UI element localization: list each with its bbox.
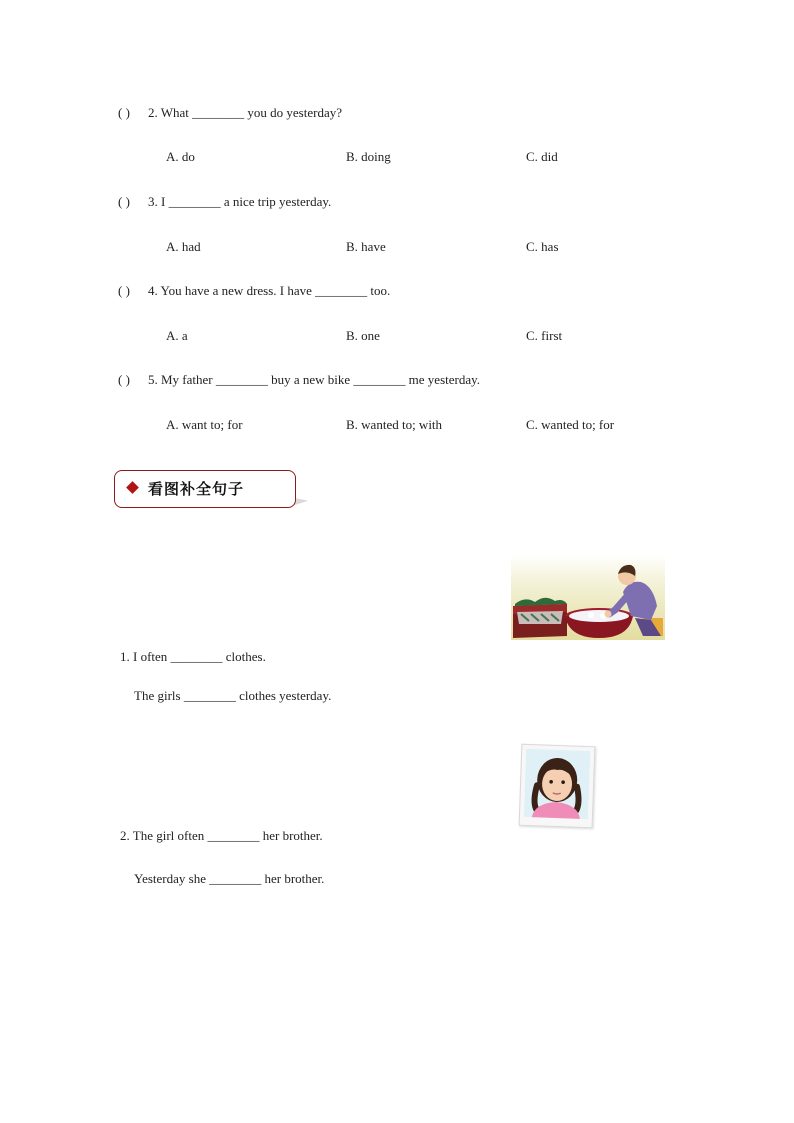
picture-item-1-line1: 1. I often ________ clothes.	[120, 649, 266, 664]
option-b[interactable]: B. have	[346, 239, 386, 254]
option-b[interactable]: B. doing	[346, 149, 391, 164]
option-c[interactable]: C. has	[526, 239, 559, 254]
option-c[interactable]: C. did	[526, 149, 558, 164]
option-a[interactable]: A. had	[166, 239, 201, 254]
question-stem: 5. My father ________ buy a new bike ________ me yesterday.	[148, 372, 481, 387]
picture-item-1-line2: The girls ________ clothes yesterday.	[134, 688, 332, 703]
section-title: 看图补全句子	[148, 480, 245, 498]
question-stem: 4. You have a new dress. I have ________ too.	[148, 283, 391, 298]
answer-paren[interactable]: ( )	[118, 283, 130, 298]
option-a[interactable]: A. a	[166, 328, 188, 343]
girl-portrait-image	[519, 744, 596, 829]
answer-paren[interactable]: ( )	[118, 194, 130, 209]
answer-paren[interactable]: ( )	[118, 372, 130, 387]
option-b[interactable]: B. wanted to; with	[346, 417, 443, 432]
option-a[interactable]: A. want to; for	[166, 417, 243, 432]
picture-item-2-line2: Yesterday she ________ her brother.	[134, 871, 325, 886]
question-stem: 3. I ________ a nice trip yesterday.	[148, 194, 332, 209]
option-a[interactable]: A. do	[166, 149, 195, 164]
option-b[interactable]: B. one	[346, 328, 380, 343]
option-c[interactable]: C. wanted to; for	[526, 417, 615, 432]
washing-clothes-image	[511, 554, 665, 640]
picture-item-2-line1: 2. The girl often ________ her brother.	[120, 828, 323, 843]
question-stem: 2. What ________ you do yesterday?	[148, 105, 342, 120]
answer-paren[interactable]: ( )	[118, 105, 130, 120]
option-c[interactable]: C. first	[526, 328, 563, 343]
